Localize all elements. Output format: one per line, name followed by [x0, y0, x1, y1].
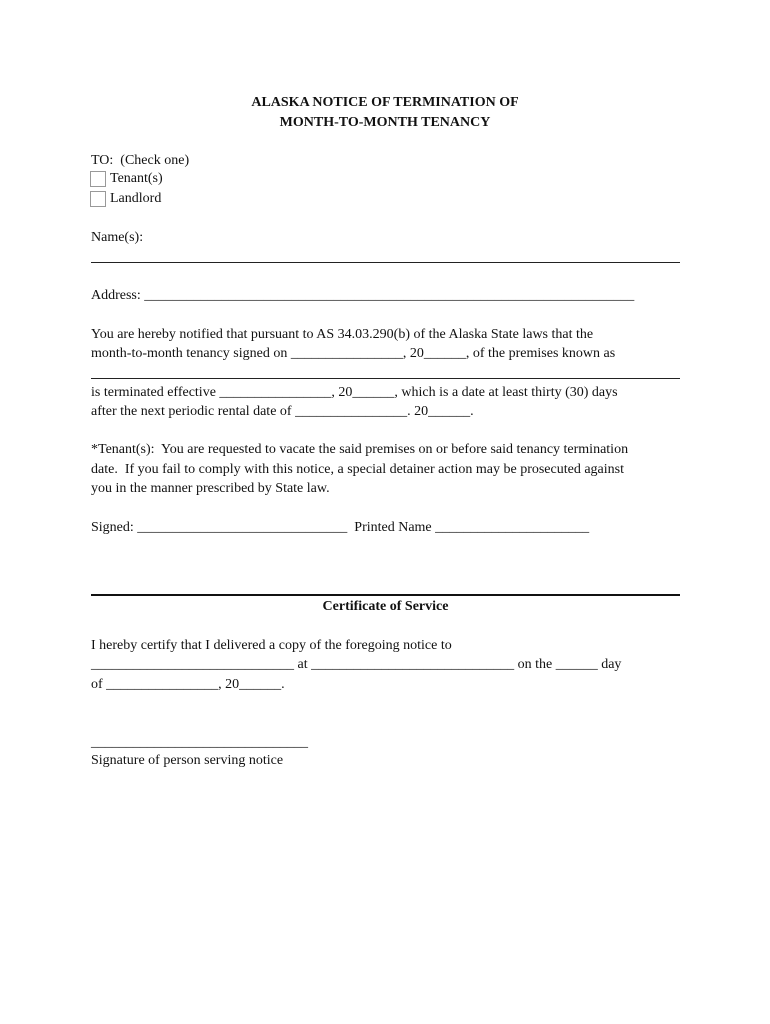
certificate-heading: Certificate of Service [322, 599, 449, 614]
tenant-notice-line-3: you in the manner prescribed by State law. [91, 481, 330, 496]
certificate-line-2[interactable]: _____________________________ at _____________________________ on the ______ day [91, 657, 622, 672]
certificate-line-1: I hereby certify that I delivered a copy of the foregoing notice to [91, 638, 452, 653]
names-label: Name(s): [91, 230, 144, 245]
document-title-line-2: MONTH-TO-MONTH TENANCY [279, 115, 491, 130]
document-title-line-1: ALASKA NOTICE OF TERMINATION OF [251, 95, 519, 110]
tenant-option[interactable] [90, 170, 163, 188]
landlord-option-label: Landlord [110, 191, 162, 206]
notice-line-2[interactable]: month-to-month tenancy signed on ________________, 20______, of the premises known as [91, 346, 616, 361]
effective-line-2[interactable]: after the next periodic rental date of ________________. 20______. [91, 404, 474, 419]
notice-line-1: You are hereby notified that pursuant to AS 34.03.290(b) of the Alaska State laws that the [91, 327, 594, 342]
effective-line-1[interactable]: is terminated effective ________________, 20______, which is a date at least thirty (30) days [91, 385, 618, 400]
tenant-checkbox[interactable] [90, 171, 106, 187]
landlord-option[interactable] [90, 190, 161, 208]
tenant-notice-line-2: date. If you fail to comply with this notice, a special detainer action may be prosecuted against [91, 462, 624, 477]
address-line[interactable]: Address: ______________________________________________________________________ [91, 288, 635, 303]
server-signature-rule[interactable]: _______________________________ [91, 735, 308, 750]
names-fill-line[interactable] [91, 262, 680, 263]
tenant-notice-line-1: *Tenant(s): You are requested to vacate the said premises on or before said tenancy termination [91, 442, 629, 457]
section-divider [91, 594, 680, 596]
to-label: TO: (Check one) [91, 153, 190, 168]
landlord-checkbox[interactable] [90, 191, 106, 207]
server-signature-label: Signature of person serving notice [91, 753, 284, 768]
premises-fill-line[interactable] [91, 378, 680, 379]
tenant-option-label: Tenant(s) [110, 171, 163, 186]
signature-line[interactable]: Signed: ______________________________ Printed Name ______________________ [91, 520, 590, 535]
certificate-line-3[interactable]: of ________________, 20______. [91, 677, 285, 692]
